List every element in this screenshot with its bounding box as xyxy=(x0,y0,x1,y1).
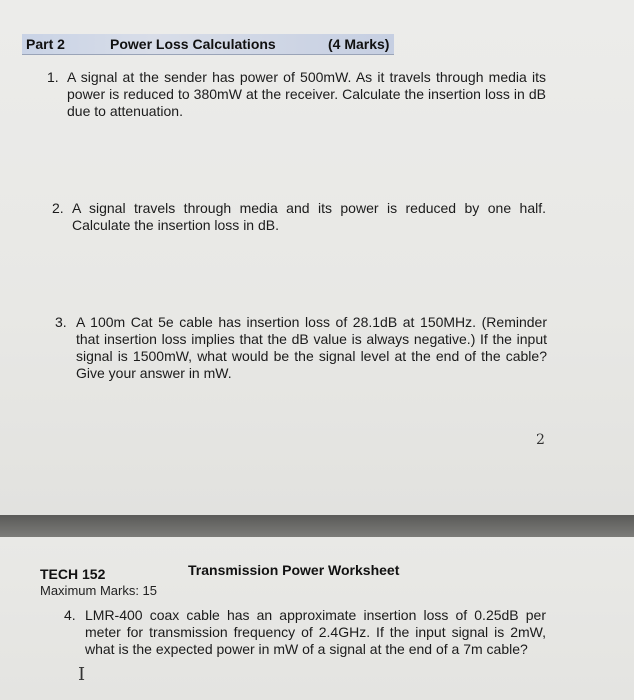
question-text: A signal travels through media and its power is reduced by one half. Calculate the insertion loss in dB. xyxy=(72,200,546,233)
part-label: Part 2 xyxy=(26,36,65,52)
worksheet-title: Transmission Power Worksheet xyxy=(188,562,400,578)
question-4 xyxy=(64,607,546,658)
section-title: Power Loss Calculations xyxy=(110,36,276,52)
question-number: 1. xyxy=(47,69,59,85)
question-text: A 100m Cat 5e cable has insertion loss of 28.1dB at 150MHz. (Reminder that insertion loss implies that the dB value is always negative.) If the input signal is 1500mW, what would be the signal level at the end of the cable? Give your answer in mW. xyxy=(76,314,547,381)
question-number: 2. xyxy=(52,200,64,216)
page-gap xyxy=(0,515,634,537)
question-3 xyxy=(55,314,547,382)
question-number: 4. xyxy=(64,607,76,623)
question-number: 3. xyxy=(55,314,67,330)
course-code: TECH 152 xyxy=(40,566,106,582)
question-1 xyxy=(47,69,546,120)
maximum-marks: Maximum Marks: 15 xyxy=(40,583,158,598)
question-2 xyxy=(52,200,546,234)
question-text: LMR-400 coax cable has an approximate insertion loss of 0.25dB per meter for transmission frequency of 2.4GHz. If the input signal is 2mW, what is the expected power in mW of a signal at the end of a 7m cable? xyxy=(85,607,546,657)
page-number: 2 xyxy=(536,432,545,448)
section-marks: (4 Marks) xyxy=(328,36,390,52)
text-cursor-icon: I xyxy=(78,664,86,685)
question-text: A signal at the sender has power of 500mW. As it travels through media its power is reduced to 380mW at the receiver. Calculate the insertion loss in dB due to attenuation. xyxy=(67,69,546,119)
